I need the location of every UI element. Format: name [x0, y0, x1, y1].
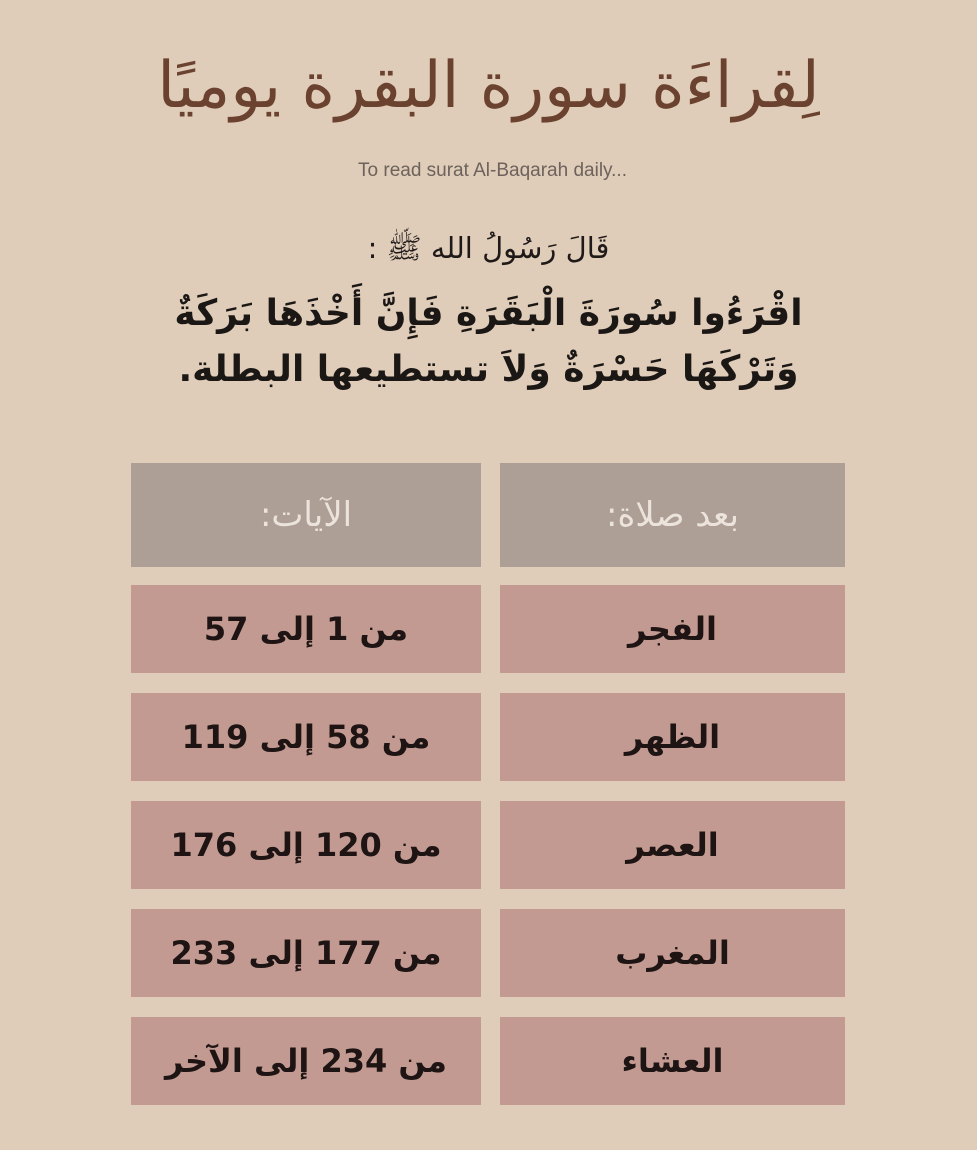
hadith-intro: قَالَ رَسُولُ الله ﷺ : [367, 231, 610, 265]
header-cell-verses: الآيات: [131, 463, 481, 567]
table-cell-verses: من 58 إلى 119 [131, 693, 481, 781]
hadith-line-2: وَتَرْكَهَا حَسْرَةٌ وَلاَ تستطيعها البطلة. [178, 349, 799, 390]
table-cell-prayer: العشاء [500, 1017, 845, 1105]
table-cell-verses: من 177 إلى 233 [131, 909, 481, 997]
table-cell-verses: من 1 إلى 57 [131, 585, 481, 673]
table-cell-verses: من 234 إلى الآخر [131, 1017, 481, 1105]
table-cell-prayer: الفجر [500, 585, 845, 673]
page-subtitle: To read surat Al-Baqarah daily... [358, 160, 627, 181]
table-cell-prayer: العصر [500, 801, 845, 889]
table-cell-verses: من 120 إلى 176 [131, 801, 481, 889]
table-cell-prayer: الظهر [500, 693, 845, 781]
hadith-text [0, 286, 977, 398]
header-cell-prayer: بعد صلاة: [500, 463, 845, 567]
hadith-line-1: اقْرَءُوا سُورَةَ الْبَقَرَةِ فَإِنَّ أَخْذَهَا بَرَكَةٌ [174, 293, 803, 334]
page-title: لِقراءَة سورة البقرة يوميًا [157, 49, 820, 123]
table-cell-prayer: المغرب [500, 909, 845, 997]
